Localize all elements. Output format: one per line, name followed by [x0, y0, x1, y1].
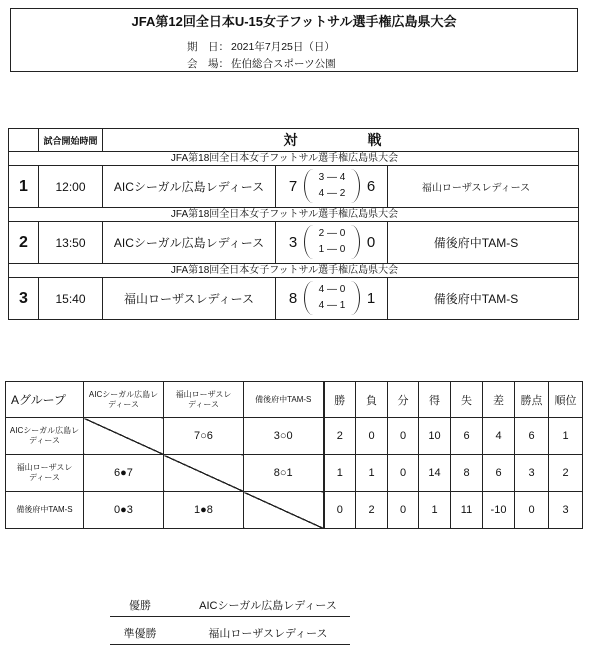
- match-number-header: [9, 129, 39, 152]
- first-half-score: 4 — 0: [318, 284, 346, 295]
- rank-value: 2: [549, 455, 583, 492]
- half-scores-bracket: [304, 281, 360, 315]
- competition-row: [9, 264, 579, 278]
- team-column-header: AICシーガル広島レ ディース: [84, 382, 164, 418]
- goal-difference-value: 6: [483, 455, 515, 492]
- group-standings-table: [5, 381, 583, 529]
- match-number: 2: [9, 222, 39, 264]
- standings-row: [6, 492, 583, 529]
- rank-value: 1: [549, 418, 583, 455]
- start-time-header: 試合開始時間: [39, 129, 103, 152]
- goals-for-header: 得: [419, 382, 451, 418]
- goal-difference-value: 4: [483, 418, 515, 455]
- points-value: 0: [515, 492, 549, 529]
- self-match-diagonal: [164, 455, 244, 492]
- runner-up-team: 福山ローザスレディース: [208, 628, 328, 640]
- kickoff-time: 13:50: [39, 222, 103, 264]
- venue-value: 佐伯総合スポーツ公園: [231, 58, 336, 70]
- goals-for-value: 10: [419, 418, 451, 455]
- points-value: 6: [515, 418, 549, 455]
- group-label: Aグループ: [6, 382, 84, 418]
- standings-header-row: [6, 382, 583, 418]
- date-line: [187, 40, 335, 54]
- rank-header: 順位: [549, 382, 583, 418]
- score-cell: [276, 166, 388, 208]
- standings-row: [6, 418, 583, 455]
- match-header-right: 戦: [367, 132, 382, 148]
- second-half-score: 4 — 2: [318, 188, 346, 199]
- self-match-diagonal: [244, 492, 324, 529]
- winner-row: [110, 594, 350, 617]
- home-score: 3: [288, 234, 298, 251]
- home-score: 8: [288, 290, 298, 307]
- wins-header: 勝: [324, 382, 356, 418]
- half-scores-bracket: [304, 225, 360, 259]
- second-half-score: 1 — 0: [318, 244, 346, 255]
- competition-row: [9, 152, 579, 166]
- draws-value: 0: [388, 492, 419, 529]
- match-number: 1: [9, 166, 39, 208]
- standings-team-label: AICシーガル広島レ ディース: [6, 418, 84, 455]
- away-team: 備後府中TAM-S: [388, 278, 579, 320]
- home-team: AICシーガル広島レディース: [103, 166, 276, 208]
- score-cell: [276, 222, 388, 264]
- away-team: 備後府中TAM-S: [388, 222, 579, 264]
- half-scores-bracket: [304, 169, 360, 203]
- match-schedule-table: [8, 128, 579, 320]
- scoreboard: [276, 222, 388, 263]
- goal-difference-header: 差: [483, 382, 515, 418]
- wins-value: 1: [324, 455, 356, 492]
- head-to-head-result: 7○6: [164, 418, 244, 455]
- home-team: AICシーガル広島レディース: [103, 222, 276, 264]
- goals-against-header: 失: [451, 382, 483, 418]
- kickoff-time: 15:40: [39, 278, 103, 320]
- goals-for-value: 1: [419, 492, 451, 529]
- goals-against-value: 6: [451, 418, 483, 455]
- document-title: JFA第12回全日本U-15女子フットサル選手権広島県大会: [131, 14, 457, 29]
- match-header: [103, 129, 579, 152]
- venue-line: [187, 57, 336, 71]
- losses-value: 1: [356, 455, 388, 492]
- losses-header: 負: [356, 382, 388, 418]
- match-row: [9, 166, 579, 208]
- home-score: 7: [288, 178, 298, 195]
- date-value: 2021年7月25日（日）: [231, 41, 335, 53]
- away-score: 6: [366, 178, 376, 195]
- draws-value: 0: [388, 455, 419, 492]
- away-team: 福山ローザスレディース: [388, 166, 579, 208]
- match-header-left: 対: [283, 132, 298, 148]
- competition-name: JFA第18回全日本女子フットサル選手権広島県大会: [9, 152, 579, 166]
- head-to-head-result: 0●3: [84, 492, 164, 529]
- home-team: 福山ローザスレディース: [103, 278, 276, 320]
- scoreboard: [276, 166, 388, 207]
- competition-row: [9, 208, 579, 222]
- winner-label: 優勝: [129, 600, 151, 612]
- winner-team: AICシーガル広島レディース: [199, 600, 337, 612]
- runner-up-row: [110, 622, 350, 645]
- goals-against-value: 11: [451, 492, 483, 529]
- runner-up-label: 準優勝: [123, 628, 157, 640]
- losses-value: 0: [356, 418, 388, 455]
- document-header: [10, 8, 578, 72]
- wins-value: 2: [324, 418, 356, 455]
- second-half-score: 4 — 1: [318, 300, 346, 311]
- competition-name: JFA第18回全日本女子フットサル選手権広島県大会: [9, 208, 579, 222]
- standings-team-label: 福山ローザスレ ディース: [6, 455, 84, 492]
- match-number: 3: [9, 278, 39, 320]
- team-column-header: 備後府中TAM-S: [244, 382, 324, 418]
- standings-row: [6, 455, 583, 492]
- losses-value: 2: [356, 492, 388, 529]
- head-to-head-result: 8○1: [244, 455, 324, 492]
- kickoff-time: 12:00: [39, 166, 103, 208]
- points-header: 勝点: [515, 382, 549, 418]
- away-score: 1: [366, 290, 376, 307]
- away-score: 0: [366, 234, 376, 251]
- scoreboard: [276, 278, 388, 319]
- schedule-header-row: [9, 129, 579, 152]
- date-label: 期 日：: [187, 41, 229, 53]
- goal-difference-value: -10: [483, 492, 515, 529]
- first-half-score: 3 — 4: [318, 172, 346, 183]
- draws-value: 0: [388, 418, 419, 455]
- standings-team-label: 備後府中TAM-S: [6, 492, 84, 529]
- score-cell: [276, 278, 388, 320]
- goals-against-value: 8: [451, 455, 483, 492]
- self-match-diagonal: [84, 418, 164, 455]
- rank-value: 3: [549, 492, 583, 529]
- venue-label: 会 場：: [187, 58, 229, 70]
- head-to-head-result: 6●7: [84, 455, 164, 492]
- match-row: [9, 278, 579, 320]
- head-to-head-result: 1●8: [164, 492, 244, 529]
- competition-name: JFA第18回全日本女子フットサル選手権広島県大会: [9, 264, 579, 278]
- first-half-score: 2 — 0: [318, 228, 346, 239]
- match-row: [9, 222, 579, 264]
- draws-header: 分: [388, 382, 419, 418]
- points-value: 3: [515, 455, 549, 492]
- wins-value: 0: [324, 492, 356, 529]
- goals-for-value: 14: [419, 455, 451, 492]
- team-column-header: 福山ローザスレ ディース: [164, 382, 244, 418]
- head-to-head-result: 3○0: [244, 418, 324, 455]
